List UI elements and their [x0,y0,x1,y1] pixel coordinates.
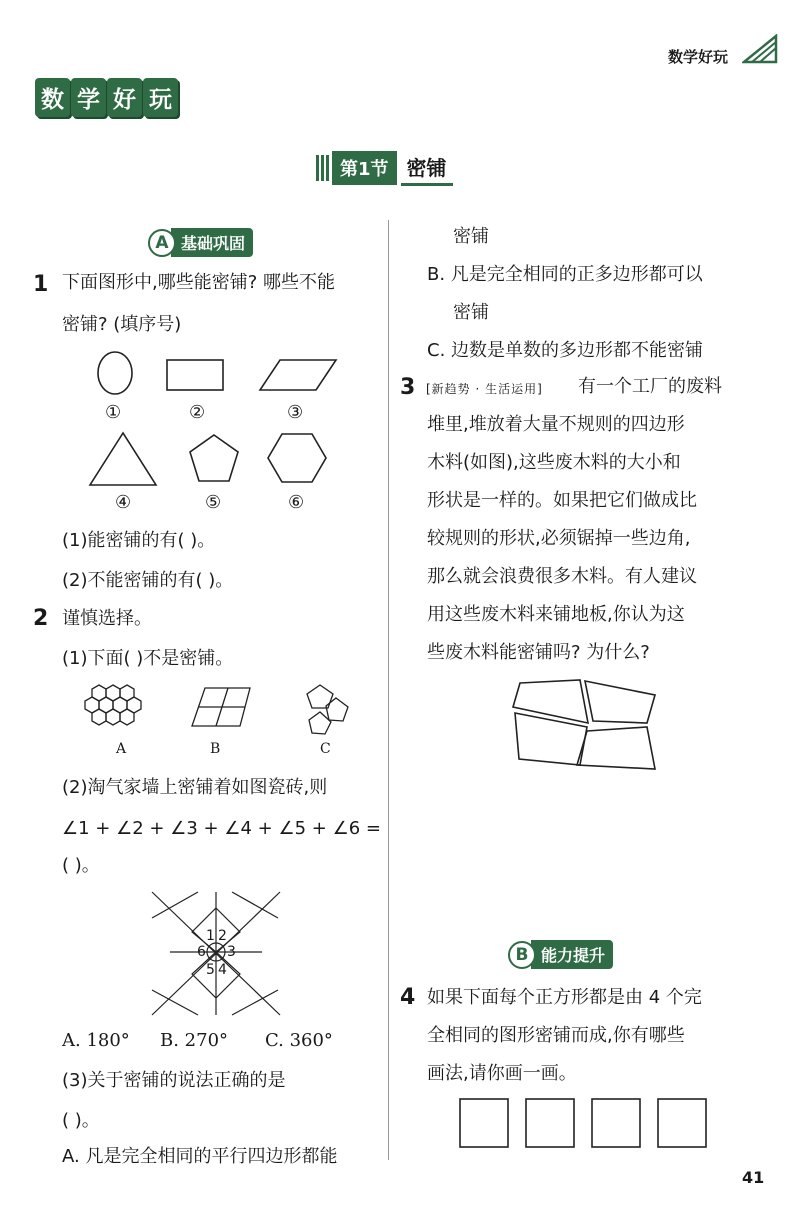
level-b-label: 能力提升 [531,940,613,969]
blank-square [658,1099,706,1147]
shape-label: ③ [287,402,304,423]
ruler-triangle-icon [742,34,778,64]
question-number: 1 [33,272,49,297]
option-label: C [320,741,331,757]
banner-char: 学 [71,78,106,117]
shape-label: ① [105,402,122,423]
q2-part3-option-a-line2: 密铺 [453,226,489,247]
q2-choice-a: A. 180° [62,1030,130,1051]
section-title [316,150,453,186]
q2-part3-option-a-line1: A. 凡是完全相同的平行四边形都能 [62,1146,338,1167]
chapter-banner [35,78,179,117]
option-label: A [116,741,127,757]
q1-sub1: (1)能密铺的有( )。 [62,530,216,551]
q2-part3-line1: (3)关于密铺的说法正确的是 [62,1070,286,1091]
question-number: 2 [33,606,49,631]
q1-sub2: (2)不能密铺的有( )。 [62,570,234,591]
q3-text-line8: 些废木料能密铺吗? 为什么? [427,642,650,663]
stripe-decoration [316,155,330,181]
q2-part3-option-b-line2: 密铺 [453,302,489,323]
q2-part3-line2: ( )。 [62,1110,100,1131]
section-number: 第1节 [332,151,397,185]
circle-shape [98,352,132,394]
shape-label: ④ [115,492,132,513]
level-a-label: 基础巩固 [171,228,253,257]
angle-label: 2 [218,928,227,944]
pentagon-shape [190,435,238,481]
angle-label: 5 [206,962,215,978]
parallelogram-shape [260,360,336,390]
triangle-shape [90,433,156,485]
question-number: 4 [400,985,416,1010]
q3-text-line2: 堆里,堆放着大量不规则的四边形 [427,414,685,435]
blank-square [460,1099,508,1147]
q4-text-line3: 画法,请你画一画。 [427,1063,577,1084]
level-a-badge: A [148,229,176,257]
q2-angle-tile-figure [150,890,290,1020]
angle-label: 4 [218,962,227,978]
honeycomb-tiling [85,685,141,725]
shape-label: ⑥ [288,492,305,513]
hexagon-shape [268,434,326,482]
q3-text-line7: 用这些废木料来铺地板,你认为这 [427,604,685,625]
q3-text-line1: 有一个工厂的废料 [578,376,722,397]
level-a-heading [148,228,253,257]
q4-squares-figure [455,1095,715,1150]
q2-part2-line3: ( )。 [62,855,100,876]
option-label: B [210,741,221,757]
q3-text-line3: 木料(如图),这些废木料的大小和 [427,452,681,473]
q3-tag: [新趋势 · 生活运用] [426,382,543,396]
blank-square [592,1099,640,1147]
q3-wood-pieces-figure [505,675,665,775]
parallelogram-tiling [192,688,250,726]
page-number: 41 [742,1168,765,1187]
angle-label: 1 [206,928,215,944]
column-divider [388,220,389,1160]
pentagon-arrangement [307,685,348,734]
q1-shapes-figure [40,345,370,515]
q2-part1: (1)下面( )不是密铺。 [62,648,234,669]
question-number: 3 [400,375,416,400]
q2-tiling-options-figure [80,680,370,740]
q2-part2-line1: (2)淘气家墙上密铺着如图瓷砖,则 [62,777,328,798]
level-b-heading [508,940,613,969]
q3-text-line4: 形状是一样的。如果把它们做成比 [427,490,697,511]
angle-label: 6 [197,944,206,960]
q2-title: 谨慎选择。 [62,608,152,629]
q4-text-line1: 如果下面每个正方形都是由 4 个完 [427,987,702,1008]
q2-choice-b: B. 270° [160,1030,229,1051]
banner-char: 玩 [143,78,178,117]
q3-text-line5: 较规则的形状,必须锯掉一些边角, [427,528,691,549]
banner-char: 数 [35,78,70,117]
section-name: 密铺 [401,150,453,186]
q2-choice-c: C. 360° [265,1030,333,1051]
q1-text-line1: 下面图形中,哪些能密铺? 哪些不能 [62,272,335,293]
q4-text-line2: 全相同的图形密铺而成,你有哪些 [427,1025,685,1046]
q2-part3-option-c: C. 边数是单数的多边形都不能密铺 [427,340,704,361]
shape-label: ⑤ [205,492,222,513]
q3-text-line6: 那么就会浪费很多木料。有人建议 [427,566,697,587]
blank-square [526,1099,574,1147]
q2-part2-line2: ∠1 + ∠2 + ∠3 + ∠4 + ∠5 + ∠6 = [62,818,381,839]
running-header-title: 数学好玩 [668,48,729,66]
q2-part3-option-b-line1: B. 凡是完全相同的正多边形都可以 [427,264,703,285]
angle-label: 3 [227,944,236,960]
banner-char: 好 [107,78,142,117]
rectangle-shape [167,360,223,390]
shape-label: ② [189,402,206,423]
level-b-badge: B [508,941,536,969]
q1-text-line2: 密铺? (填序号) [62,314,182,335]
